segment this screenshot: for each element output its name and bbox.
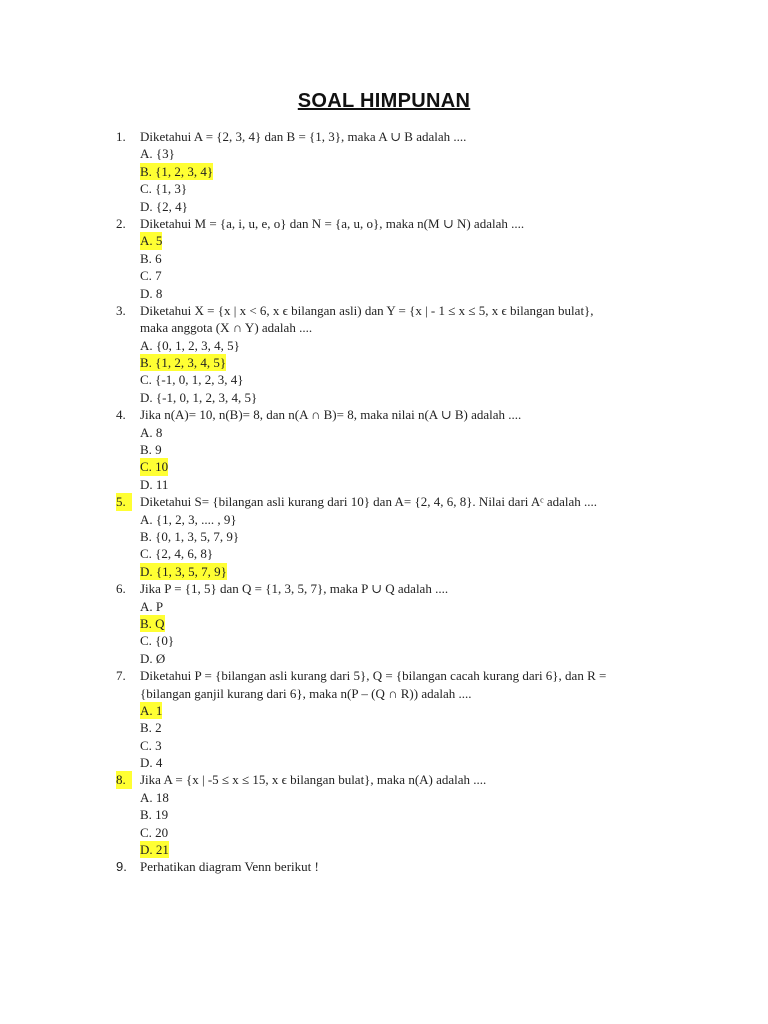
- question-line: [0, 685, 768, 702]
- answer-option: [0, 632, 768, 649]
- question-7: [0, 667, 768, 771]
- answer-option: [0, 285, 768, 302]
- answer-option-text: B. 19: [140, 807, 169, 823]
- answer-option: [0, 545, 768, 562]
- answer-option: [0, 806, 768, 823]
- answer-option: [0, 145, 768, 162]
- answer-option-text: C. {-1, 0, 1, 2, 3, 4}: [140, 372, 244, 388]
- question-text: Diketahui P = {bilangan asli kurang dari 5}, Q = {bilangan cacah kurang dari 6}, dan R =: [140, 668, 607, 684]
- question-line: [0, 128, 768, 145]
- answer-option: [0, 458, 768, 475]
- answer-option-text: B. {0, 1, 3, 5, 7, 9}: [140, 528, 240, 544]
- question-line: [0, 406, 768, 423]
- answer-option: [0, 424, 768, 441]
- answer-option-text: A. 18: [140, 789, 169, 805]
- question-3: [0, 302, 768, 406]
- answer-option: [0, 754, 768, 771]
- question-text: Jika n(A)= 10, n(B)= 8, dan n(A ∩ B)= 8, maka nilai n(A ∪ B) adalah ....: [140, 407, 522, 423]
- answer-option-correct: D. {1, 3, 5, 7, 9}: [140, 563, 227, 579]
- answer-option-text: C. 3: [140, 737, 162, 753]
- answer-option-text: A. P: [140, 598, 164, 614]
- question-number: 5.: [116, 494, 133, 510]
- question-number: 1.: [116, 129, 126, 144]
- answer-option: [0, 180, 768, 197]
- answer-option-text: D. 8: [140, 285, 163, 301]
- answer-option: [0, 198, 768, 215]
- question-number: 4.: [116, 407, 126, 423]
- answer-option: [0, 650, 768, 667]
- answer-option: [0, 824, 768, 841]
- answer-option: [0, 250, 768, 267]
- answer-option: [0, 528, 768, 545]
- answer-option-text: D. Ø: [140, 650, 166, 666]
- answer-option-text: C. {1, 3}: [140, 181, 188, 197]
- answer-option-text: D. {2, 4}: [140, 198, 188, 214]
- answer-option: [0, 389, 768, 406]
- answer-option: [0, 789, 768, 806]
- answer-option-correct: A. 5: [140, 233, 163, 249]
- answer-option: [0, 719, 768, 736]
- answer-option: [0, 371, 768, 388]
- answer-option-text: A. {1, 2, 3, .... , 9}: [140, 511, 237, 527]
- answer-option: [0, 163, 768, 180]
- question-text: Diketahui A = {2, 3, 4} dan B = {1, 3}, maka A ∪ B adalah ....: [140, 129, 467, 144]
- question-line: [0, 771, 768, 788]
- answer-option-text: B. 6: [140, 250, 162, 266]
- answer-option-text: D. {-1, 0, 1, 2, 3, 4, 5}: [140, 389, 258, 405]
- answer-option-correct: A. 1: [140, 702, 163, 718]
- answer-option-text: B. 9: [140, 442, 162, 458]
- question-text: {bilangan ganjil kurang dari 6}, maka n(P – (Q ∩ R)) adalah ....: [140, 685, 472, 701]
- question-line: [0, 580, 768, 597]
- answer-option-correct: B. {1, 2, 3, 4}: [140, 163, 214, 179]
- question-number: 2.: [116, 215, 126, 231]
- answer-option: [0, 267, 768, 284]
- answer-option-text: A. {3}: [140, 146, 175, 162]
- question-line: [0, 667, 768, 684]
- answer-option: [0, 841, 768, 858]
- question-number: 3.: [116, 302, 126, 318]
- answer-option: [0, 511, 768, 528]
- question-2: [0, 215, 768, 302]
- question-8: [0, 771, 768, 858]
- answer-option-text: B. 2: [140, 720, 162, 736]
- question-4: [0, 406, 768, 493]
- answer-option-text: A. {0, 1, 2, 3, 4, 5}: [140, 337, 240, 353]
- question-line: [0, 215, 768, 232]
- answer-option-correct: C. 10: [140, 459, 169, 475]
- answer-option: [0, 476, 768, 493]
- answer-option-text: D. 11: [140, 476, 169, 492]
- answer-option-correct: D. 21: [140, 842, 169, 858]
- question-text: Jika P = {1, 5} dan Q = {1, 3, 5, 7}, maka P ∪ Q adalah ....: [140, 581, 449, 597]
- answer-option: [0, 354, 768, 371]
- answer-option: [0, 702, 768, 719]
- answer-option: [0, 563, 768, 580]
- question-line: [0, 493, 768, 510]
- question-5: [0, 493, 768, 580]
- question-text: Diketahui S= {bilangan asli kurang dari 10} dan A= {2, 4, 6, 8}. Nilai dari Aᶜ adalah ....: [140, 494, 598, 510]
- question-line: [0, 302, 768, 319]
- answer-option-text: C. {0}: [140, 633, 175, 649]
- question-text: Jika A = {x | -5 ≤ x ≤ 15, x ϵ bilangan bulat}, maka n(A) adalah ....: [140, 772, 487, 788]
- question-number: 6.: [116, 581, 126, 597]
- question-9: [0, 858, 768, 875]
- answer-option-text: C. 7: [140, 268, 162, 284]
- question-number: 8.: [116, 772, 133, 788]
- answer-option-text: A. 8: [140, 424, 163, 440]
- question-1: [0, 128, 768, 215]
- answer-option-text: D. 4: [140, 755, 163, 771]
- question-line: [0, 319, 768, 336]
- question-text: Diketahui M = {a, i, u, e, o} dan N = {a, u, o}, maka n(M ∪ N) adalah ....: [140, 215, 525, 231]
- answer-option-correct: B. Q: [140, 615, 165, 631]
- answer-option-text: C. {2, 4, 6, 8}: [140, 546, 214, 562]
- question-number: 9.: [116, 859, 127, 875]
- question-list: [0, 128, 768, 876]
- question-text: maka anggota (X ∩ Y) adalah ....: [140, 320, 313, 336]
- answer-option: [0, 615, 768, 632]
- answer-option: [0, 598, 768, 615]
- answer-option: [0, 737, 768, 754]
- answer-option-text: C. 20: [140, 824, 169, 840]
- question-6: [0, 580, 768, 667]
- answer-option: [0, 337, 768, 354]
- answer-option: [0, 232, 768, 249]
- question-text: Diketahui X = {x | x < 6, x ϵ bilangan asli) dan Y = {x | - 1 ≤ x ≤ 5, x ϵ bilangan bulat},: [140, 302, 594, 318]
- question-line: [0, 858, 768, 875]
- page-title: SOAL HIMPUNAN: [297, 90, 471, 112]
- question-text: Perhatikan diagram Venn berikut !: [140, 859, 319, 875]
- question-number: 7.: [116, 668, 126, 684]
- answer-option: [0, 441, 768, 458]
- answer-option-correct: B. {1, 2, 3, 4, 5}: [140, 355, 227, 371]
